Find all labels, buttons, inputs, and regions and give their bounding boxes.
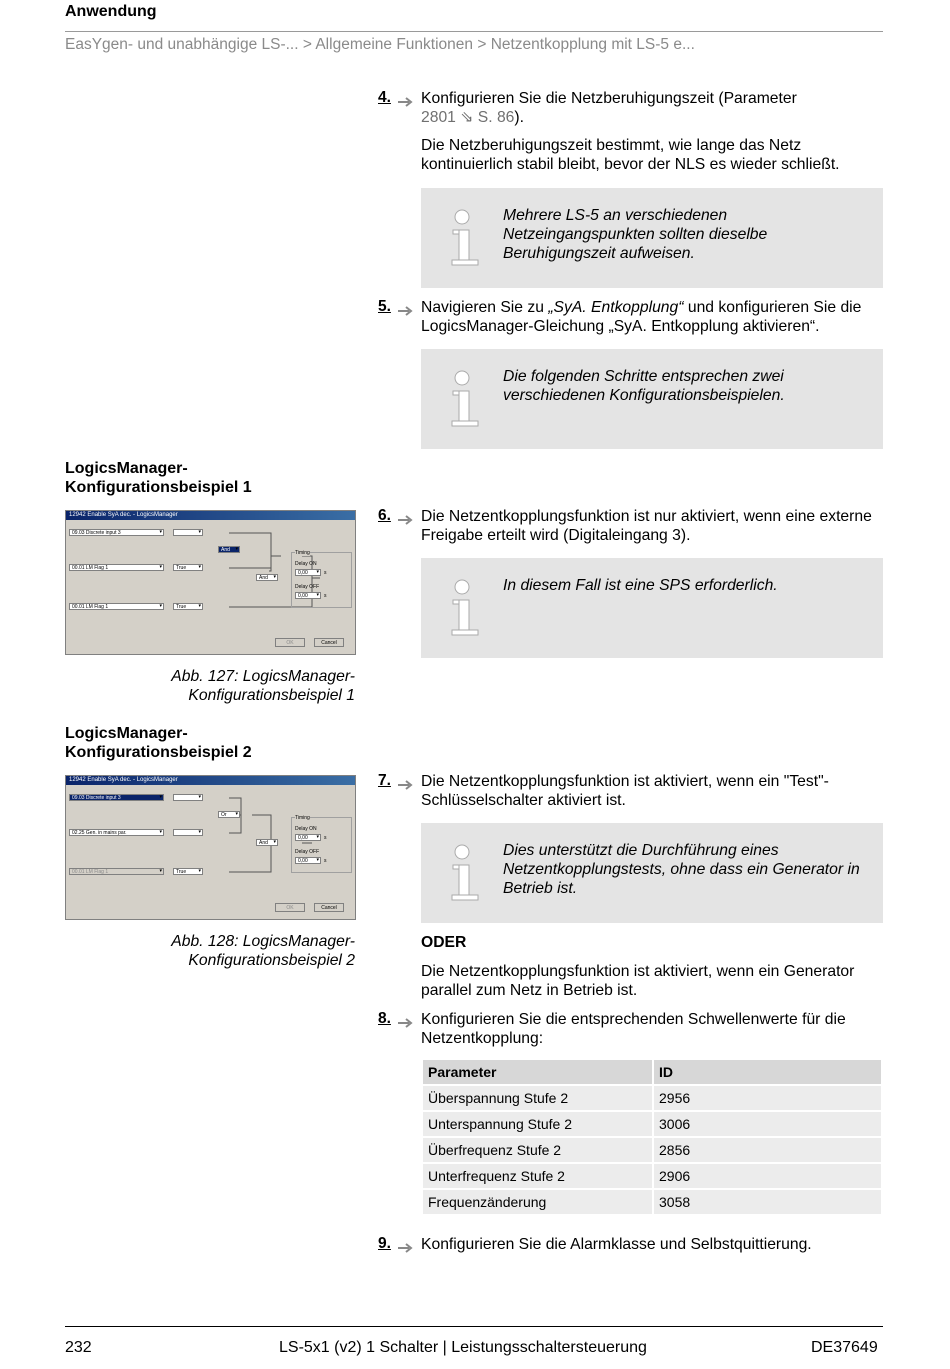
column-header: ID	[654, 1060, 881, 1084]
logicsmanager-screenshot-2	[65, 775, 356, 920]
step-8-text: Konfigurieren Sie die entsprechenden Schwellenwerte für die Netzentkopplung:	[421, 1011, 846, 1047]
cancel-button[interactable]: Cancel	[314, 903, 344, 912]
unit-label: s	[324, 570, 327, 576]
delay-on-input[interactable]: 0,00 ▾	[295, 569, 321, 576]
id-cell: 3006	[654, 1112, 881, 1136]
info-icon	[449, 208, 481, 268]
step-4-text: Konfigurieren Sie die Netzberuhigungszeit (Parameter 2801 ⇘ S. 86).	[421, 90, 797, 126]
table-row	[423, 1164, 881, 1188]
info-icon	[449, 578, 481, 638]
note-box	[421, 188, 883, 288]
step-arrow-icon	[398, 779, 414, 791]
input-2-select[interactable]: 02.25 Gen. in mains par. ▾	[69, 829, 164, 836]
delay-off-input[interactable]: 0,00 ▾	[295, 592, 321, 599]
parameter-cell: Frequenzänderung	[423, 1190, 652, 1214]
step-6-text: Die Netzentkopplungsfunktion ist nur aktiviert, wenn eine externe Freigabe erteilt wird (Digitaleingang 3).	[421, 508, 872, 544]
step-7-text: Die Netzentkopplungsfunktion ist aktiviert, wenn ein "Test"-Schlüsselschalter aktiviert ist.	[421, 773, 829, 809]
step-7-alternative: Die Netzentkopplungsfunktion ist aktiviert, wenn ein Generator parallel zum Netz in Betrieb ist.	[421, 963, 855, 999]
logic-gate-select[interactable]: Or ▾	[218, 811, 240, 818]
output-gate-select[interactable]: And ▾	[256, 839, 278, 846]
table-row	[423, 1138, 881, 1162]
delay-on-label: Delay ON	[295, 561, 317, 567]
step-arrow-icon	[398, 305, 414, 317]
figure-127-caption: Abb. 127: LogicsManager-Konfigurationsbeispiel 1	[171, 668, 355, 704]
note-text: Dies unterstützt die Durchführung eines Netzentkopplungstests, ohne dass ein Generator in Betrieb ist.	[503, 842, 860, 897]
output-gate-select[interactable]: And ▾	[256, 574, 278, 581]
example-2-heading: LogicsManager-Konfigurationsbeispiel 2	[65, 725, 252, 761]
input-1-select[interactable]: 09.03 Discrete input 3 ▾	[69, 529, 164, 536]
operator-select[interactable]	[173, 529, 203, 536]
step-7-number: 7.	[378, 772, 391, 789]
ok-button[interactable]: OK	[275, 903, 305, 912]
step-arrow-icon	[398, 514, 414, 526]
parameter-link[interactable]: 2801 ⇘ S. 86	[421, 109, 515, 126]
ok-button[interactable]: OK	[275, 638, 305, 647]
note-text: Mehrere LS-5 an verschiedenen Netzeingangspunkten sollten dieselbe Beruhigungszeit aufweisen.	[503, 207, 768, 262]
step-arrow-icon	[398, 1242, 414, 1254]
note-box	[421, 349, 883, 449]
logicsmanager-screenshot-1	[65, 510, 356, 655]
id-cell: 2956	[654, 1086, 881, 1110]
parameter-cell: Unterspannung Stufe 2	[423, 1112, 652, 1136]
document-number: DE37649	[811, 1339, 878, 1356]
parameter-cell: Überspannung Stufe 2	[423, 1086, 652, 1110]
step-4-number: 4.	[378, 89, 391, 106]
step-4-paragraph: Die Netzberuhigungszeit bestimmt, wie lange das Netz kontinuierlich stabil bleibt, bevor der NLS es wieder schließt.	[421, 137, 840, 173]
dialog-title: 12942 Enable SyA dec. - LogicsManager	[66, 511, 355, 520]
input-2-select[interactable]: 00.01 LM Flag 1 ▾	[69, 564, 164, 571]
breadcrumb[interactable]: EasYgen- und unabhängige LS-... > Allgemeine Funktionen > Netzentkopplung mit LS-5 e...	[65, 36, 695, 53]
step-arrow-icon	[398, 1017, 414, 1029]
operator-select[interactable]: True ▾	[173, 564, 203, 571]
table-row	[423, 1086, 881, 1110]
note-text: In diesem Fall ist eine SPS erforderlich.	[503, 577, 778, 594]
page-number: 232	[65, 1339, 92, 1356]
oder-label: ODER	[421, 934, 467, 951]
note-box	[421, 823, 883, 923]
step-5-text: Navigieren Sie zu „SyA. Entkopplung“ und konfigurieren Sie die LogicsManager-Gleichung „SyA. Entkopplung aktivieren“.	[421, 299, 862, 335]
header-divider	[65, 31, 883, 32]
document-title: LS-5x1 (v2) 1 Schalter | Leistungsschaltersteuerung	[279, 1339, 647, 1356]
info-icon	[449, 369, 481, 429]
section-title: Anwendung	[65, 3, 157, 20]
unit-label: s	[324, 858, 327, 864]
step-9-number: 9.	[378, 1235, 391, 1252]
operator-select[interactable]: True ▾	[173, 868, 203, 875]
parameter-cell: Überfrequenz Stufe 2	[423, 1138, 652, 1162]
unit-label: s	[324, 593, 327, 599]
step-8-number: 8.	[378, 1010, 391, 1027]
unit-label: s	[324, 835, 327, 841]
operator-select[interactable]	[173, 794, 203, 801]
table-row	[423, 1112, 881, 1136]
operator-select[interactable]	[173, 829, 203, 836]
operator-select[interactable]: True ▾	[173, 603, 203, 610]
note-box	[421, 558, 883, 658]
id-cell: 2906	[654, 1164, 881, 1188]
input-3-select[interactable]: 00.01 LM Flag 1 ▾	[69, 603, 164, 610]
logic-gate-select[interactable]: And ▾	[218, 546, 240, 553]
column-header: Parameter	[423, 1060, 652, 1084]
delay-off-label: Delay OFF	[295, 584, 320, 590]
note-text: Die folgenden Schritte entsprechen zwei verschiedenen Konfigurationsbeispielen.	[503, 368, 785, 404]
delay-off-input[interactable]: 0,00 ▾	[295, 857, 321, 864]
input-1-select[interactable]: 09.03 Discrete input 3 ▾	[69, 794, 164, 801]
step-arrow-icon	[398, 96, 414, 108]
id-cell: 2856	[654, 1138, 881, 1162]
parameter-table	[421, 1058, 883, 1216]
step-5-number: 5.	[378, 298, 391, 315]
step-9-text: Konfigurieren Sie die Alarmklasse und Selbstquittierung.	[421, 1236, 812, 1253]
step-6-number: 6.	[378, 507, 391, 524]
example-1-heading: LogicsManager-Konfigurationsbeispiel 1	[65, 460, 252, 496]
delay-on-input[interactable]: 0,00 ▾	[295, 834, 321, 841]
parameter-cell: Unterfrequenz Stufe 2	[423, 1164, 652, 1188]
dialog-title: 12942 Enable SyA dec. - LogicsManager	[66, 776, 355, 785]
footer-divider	[65, 1326, 883, 1327]
input-3-select[interactable]: 00.01 LM Flag 1 ▾	[69, 868, 164, 875]
figure-128-caption: Abb. 128: LogicsManager-Konfigurationsbeispiel 2	[171, 933, 355, 969]
delay-off-label: Delay OFF	[295, 849, 320, 855]
timing-label: Timing	[295, 815, 310, 821]
table-header-row	[423, 1060, 881, 1084]
table-row	[423, 1190, 881, 1214]
cancel-button[interactable]: Cancel	[314, 638, 344, 647]
timing-label: Timing	[295, 550, 310, 556]
delay-on-label: Delay ON	[295, 826, 317, 832]
id-cell: 3058	[654, 1190, 881, 1214]
info-icon	[449, 843, 481, 903]
